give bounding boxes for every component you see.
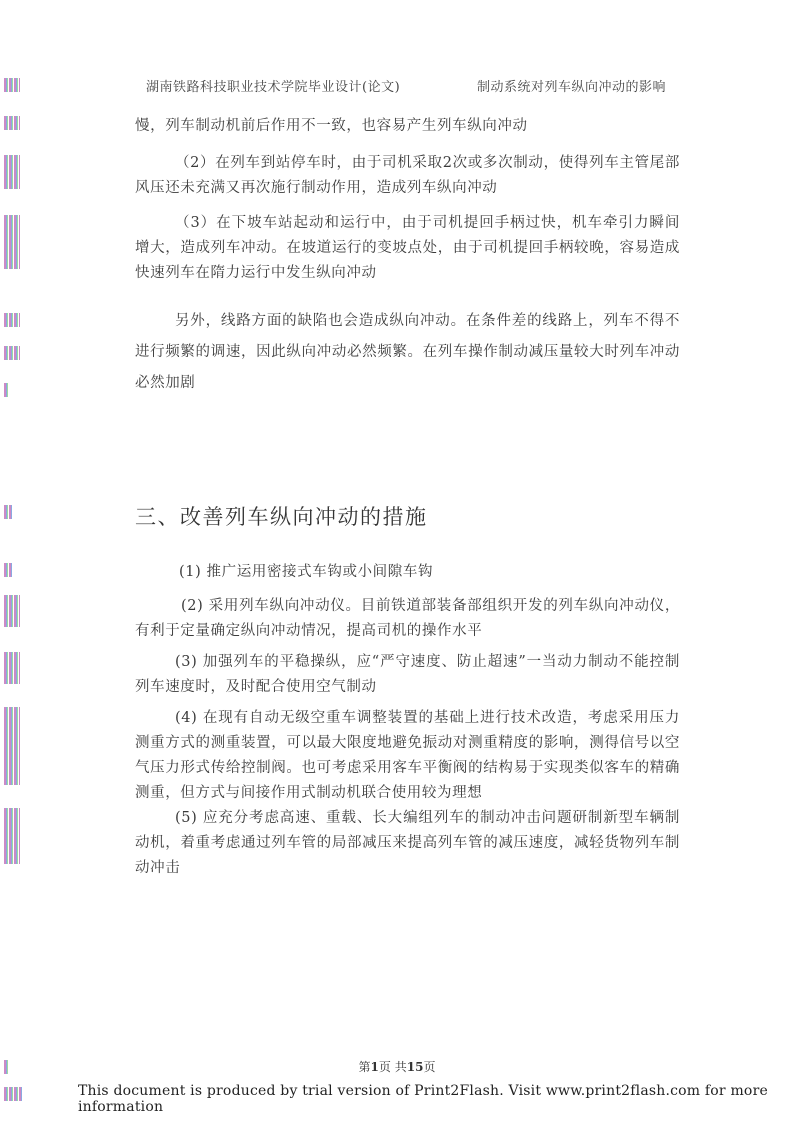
margin-artifact	[4, 595, 20, 627]
page-number-current: 1	[370, 1060, 379, 1074]
margin-artifact	[4, 383, 9, 397]
section-heading: 三、改善列车纵向冲动的措施	[135, 505, 428, 529]
page-number-suffix: 页	[423, 1060, 436, 1074]
page-number-total: 15	[406, 1060, 424, 1074]
page-number-prefix: 第	[358, 1060, 371, 1074]
margin-artifact	[4, 505, 12, 519]
measure-item-1: (1) 推广运用密接式车钩或小间隙车钩	[179, 564, 434, 580]
paragraph-item-3: （3）在下坡车站起动和运行中，由于司机提回手柄过快，机车牵引力瞬间增大，造成列车冲动。在坡道运行的变坡点处，由于司机提回手柄较晚，容易造成快速列车在隋力运行中发生纵向冲动	[135, 215, 680, 281]
paragraph-item-2: （2）在列车到站停车时，由于司机采取2次或多次制动，使得列车主管尾部风压还未充满又再次施行制动作用，造成列车纵向冲动	[135, 155, 680, 196]
margin-artifact	[4, 313, 20, 327]
measure-item-2: (2) 采用列车纵向冲动仪。目前铁道部装备部组织开发的列车纵向冲动仪，有利于定量确定纵向冲动情况，提高司机的操作水平	[135, 598, 680, 639]
margin-artifact	[4, 346, 20, 360]
paragraph-line-defects: 另外，线路方面的缺陷也会造成纵向冲动。在条件差的线路上，列车不得不进行频繁的调速，因此纵向冲动必然频繁。在列车操作制动减压量较大时列车冲动必然加剧	[135, 313, 680, 391]
measure-item-3: (3) 加强列车的平稳操纵，应“严守速度、防止超速”一当动力制动不能控制列车速度时，及时配合使用空气制动	[135, 654, 680, 695]
page-header	[146, 76, 686, 95]
header-thesis-title: 制动系统对列车纵向冲动的影响	[476, 80, 666, 95]
page-number	[0, 1058, 794, 1075]
margin-artifact	[4, 652, 20, 684]
margin-artifact	[4, 707, 20, 785]
paragraph-continuation: 慢，列车制动机前后作用不一致，也容易产生列车纵向冲动	[135, 118, 528, 134]
margin-artifact	[4, 78, 20, 92]
margin-artifact	[4, 155, 20, 189]
margin-artifact	[4, 563, 12, 577]
measure-item-4: (4) 在现有自动无级空重车调整装置的基础上进行技术改造，考虑采用压力测重方式的测重装置，可以最大限度地避免振动对测重精度的影响，测得信号以空气压力形式传给控制阀。也可考虑采用客车平衡阀的结构易于实现类似客车的精确测重，但方式与间接作用式制动机联合使用较为理想	[135, 710, 680, 801]
margin-artifact	[4, 116, 20, 130]
page-number-middle: 页 共	[378, 1060, 407, 1074]
margin-artifact	[4, 215, 20, 269]
measure-item-5: (5) 应充分考虑高速、重载、长大编组列车的制动冲击问题研制新型车辆制动机，着重考虑通过列车管的局部减压来提高列车管的减压速度，减轻货物列车制动冲击	[135, 810, 680, 876]
margin-artifact	[4, 1087, 22, 1101]
margin-artifact	[4, 808, 20, 864]
trial-version-footer: This document is produced by trial version of Print2Flash. Visit www.print2flash.com for more information	[78, 1083, 768, 1115]
header-school-title: 湖南铁路科技职业技术学院毕业设计(论文)	[146, 80, 401, 95]
